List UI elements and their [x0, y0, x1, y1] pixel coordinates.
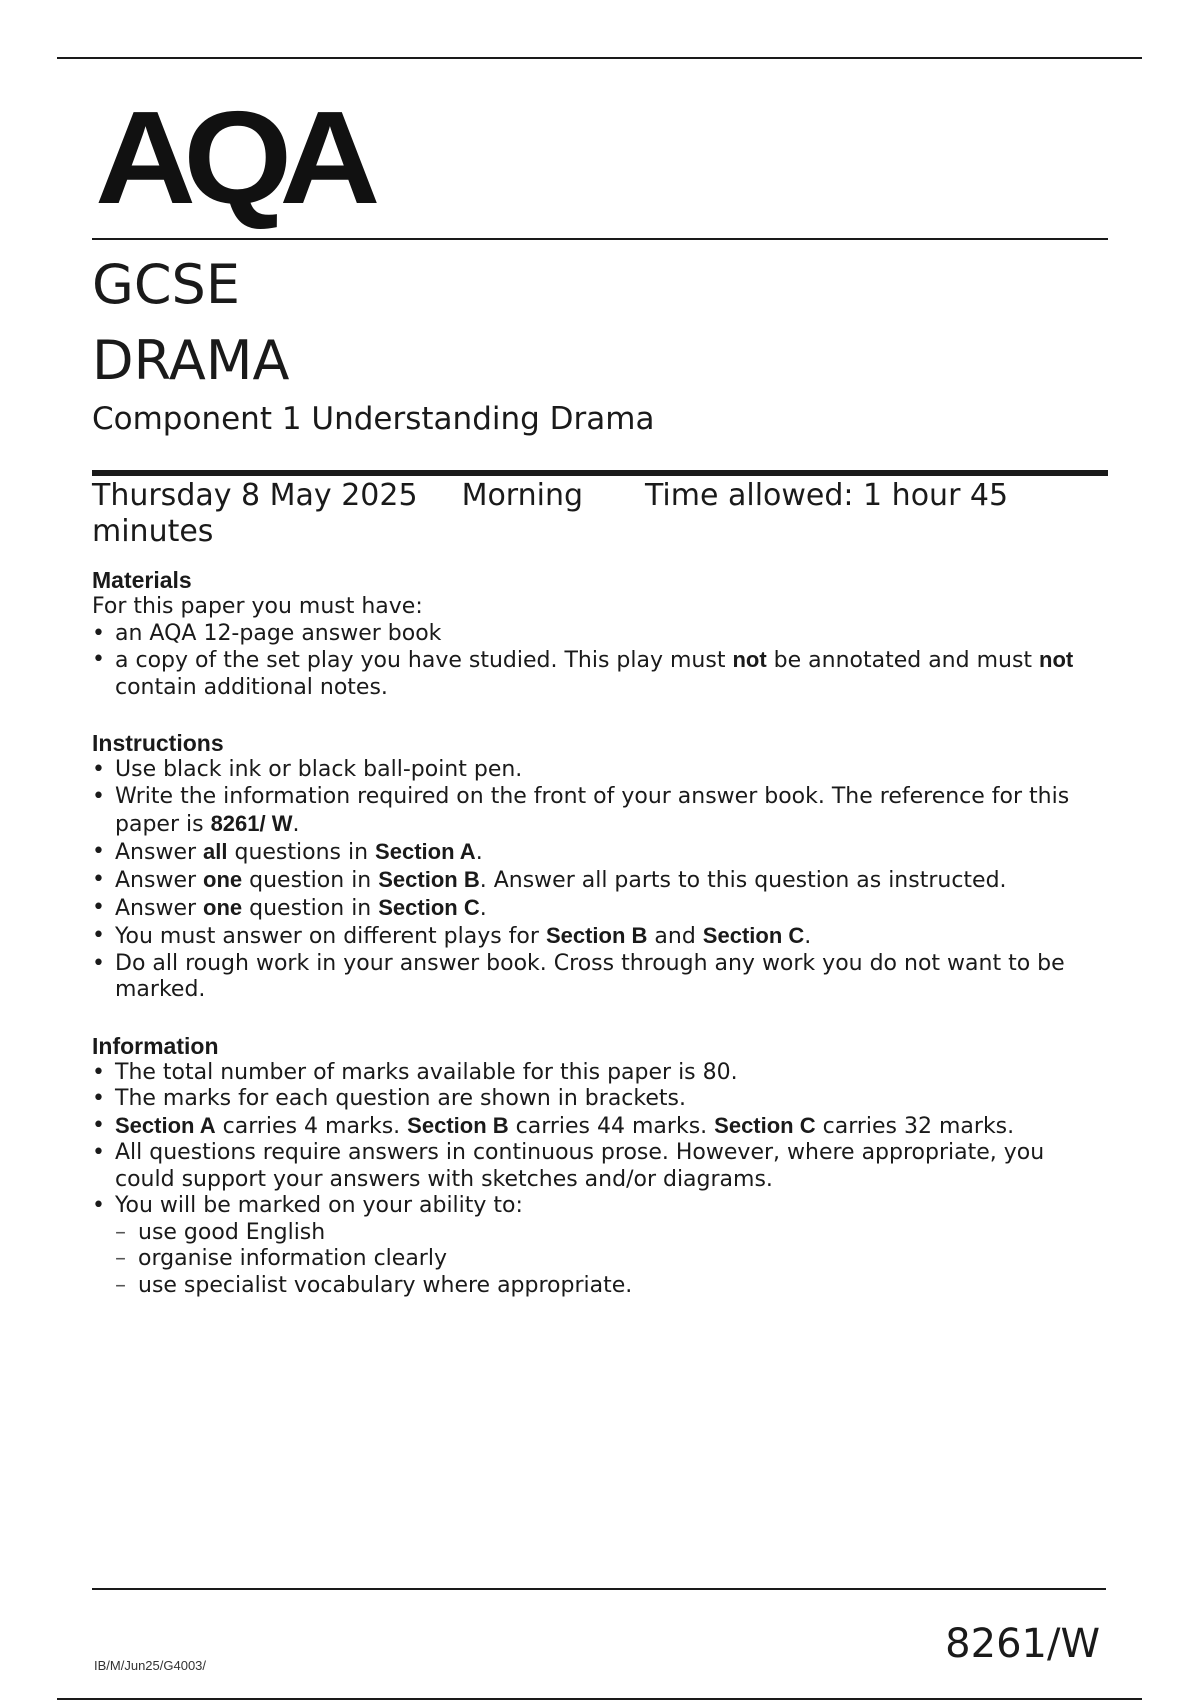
bold-text: Section C [378, 894, 480, 920]
bold-text: Section A [115, 1112, 216, 1138]
exam-date: Thursday 8 May 2025 [92, 478, 418, 513]
exam-session: Morning [461, 478, 584, 513]
item-text: a copy of the set play you have studied. This play must [115, 648, 733, 673]
item-text: Write the information required on the front of your answer book. The reference for this paper is [115, 784, 1070, 837]
item-text: carries 32 marks. [815, 1113, 1015, 1139]
bold-text: all [203, 838, 228, 864]
information-heading: Information [92, 1032, 219, 1059]
information-item: • The total number of marks available for this paper is 80. [92, 1060, 1102, 1087]
information-item: • The marks for each question are shown in brackets. [92, 1086, 1102, 1113]
instructions-list [92, 757, 1102, 1004]
item-text: question in [242, 895, 379, 921]
information-list [92, 1060, 1102, 1300]
materials-section [92, 566, 1102, 701]
aqa-logo: AQA [95, 84, 368, 231]
materials-item [92, 647, 1102, 701]
thick-rule [92, 470, 1108, 476]
item-text: carries 44 marks. [508, 1113, 715, 1139]
item-text: . Answer all parts to this question as instructed. [479, 867, 1007, 893]
instructions-item [92, 923, 1102, 951]
instructions-item [92, 784, 1102, 838]
qualification-title: GCSE [92, 253, 240, 316]
exam-dateline [92, 478, 1092, 550]
document-reference: IB/M/Jun25/G4003/ [94, 1658, 207, 1673]
item-text: You must answer on different plays for [115, 923, 546, 949]
ability-sub-list [115, 1220, 1102, 1300]
ability-sub-item: – use specialist vocabulary where appropriate. [115, 1273, 1102, 1300]
item-text: Answer [115, 839, 204, 865]
footer-rule [92, 1588, 1106, 1590]
bold-text: Section A [375, 838, 476, 864]
ability-sub-wrapper [92, 1220, 1102, 1300]
materials-list [92, 621, 1102, 702]
bold-text: Section B [378, 866, 480, 892]
information-item: • You will be marked on your ability to: – use good English – organise information clearly – use specialist vocabulary where appropriate. [92, 1193, 1102, 1299]
header-rule [92, 238, 1108, 240]
bold-text: Section B [407, 1112, 509, 1138]
item-text: Answer [115, 867, 204, 893]
item-text: . [804, 923, 812, 949]
ability-sub-item: – use good English [115, 1220, 1102, 1247]
top-rule [57, 57, 1142, 59]
paper-code: 8261/W [945, 1621, 1100, 1667]
bold-text: one [203, 894, 243, 920]
rubric-content [92, 566, 1102, 1327]
information-item [92, 1113, 1102, 1141]
information-item: • All questions require answers in continuous prose. However, where appropriate, you could support your answers with sketches and/or diagrams. [92, 1140, 1102, 1193]
item-text: . [475, 839, 483, 865]
instructions-item: • Use black ink or black ball-point pen. [92, 757, 1102, 784]
bold-text: not [1039, 647, 1074, 672]
instructions-item [92, 867, 1102, 895]
instructions-heading: Instructions [92, 730, 224, 756]
item-text: carries 4 marks. [215, 1113, 408, 1139]
instructions-item [92, 895, 1102, 923]
item-text: Answer [115, 895, 204, 921]
component-title: Component 1 Understanding Drama [92, 401, 655, 437]
bold-text: one [203, 866, 243, 892]
bold-text: not [732, 647, 767, 672]
item-text: . [479, 895, 487, 921]
item-text: be annotated and must [766, 648, 1040, 673]
information-section [92, 1032, 1102, 1300]
instructions-item [92, 839, 1102, 867]
item-text: question in [242, 867, 379, 893]
materials-heading: Materials [92, 567, 192, 593]
instructions-item: • Do all rough work in your answer book. Cross through any work you do not want to be marked. [92, 951, 1102, 1004]
materials-intro: For this paper you must have: [92, 594, 423, 619]
item-text: contain additional notes. [115, 674, 388, 700]
bold-text: Section C [702, 922, 805, 948]
bold-text: Section B [545, 922, 648, 948]
item-text: . [292, 811, 300, 837]
item-text: and [647, 923, 703, 949]
subject-title: DRAMA [92, 329, 290, 392]
instructions-section [92, 729, 1102, 1004]
materials-item: • an AQA 12-page answer book [92, 621, 1102, 648]
bold-text: 8261/ W [210, 810, 293, 836]
item-text: questions in [227, 839, 376, 865]
ability-sub-item: – organise information clearly [115, 1246, 1102, 1273]
time-allowed: Time allowed: 1 hour 45 minutes [92, 478, 1009, 549]
bold-text: Section C [714, 1112, 816, 1138]
